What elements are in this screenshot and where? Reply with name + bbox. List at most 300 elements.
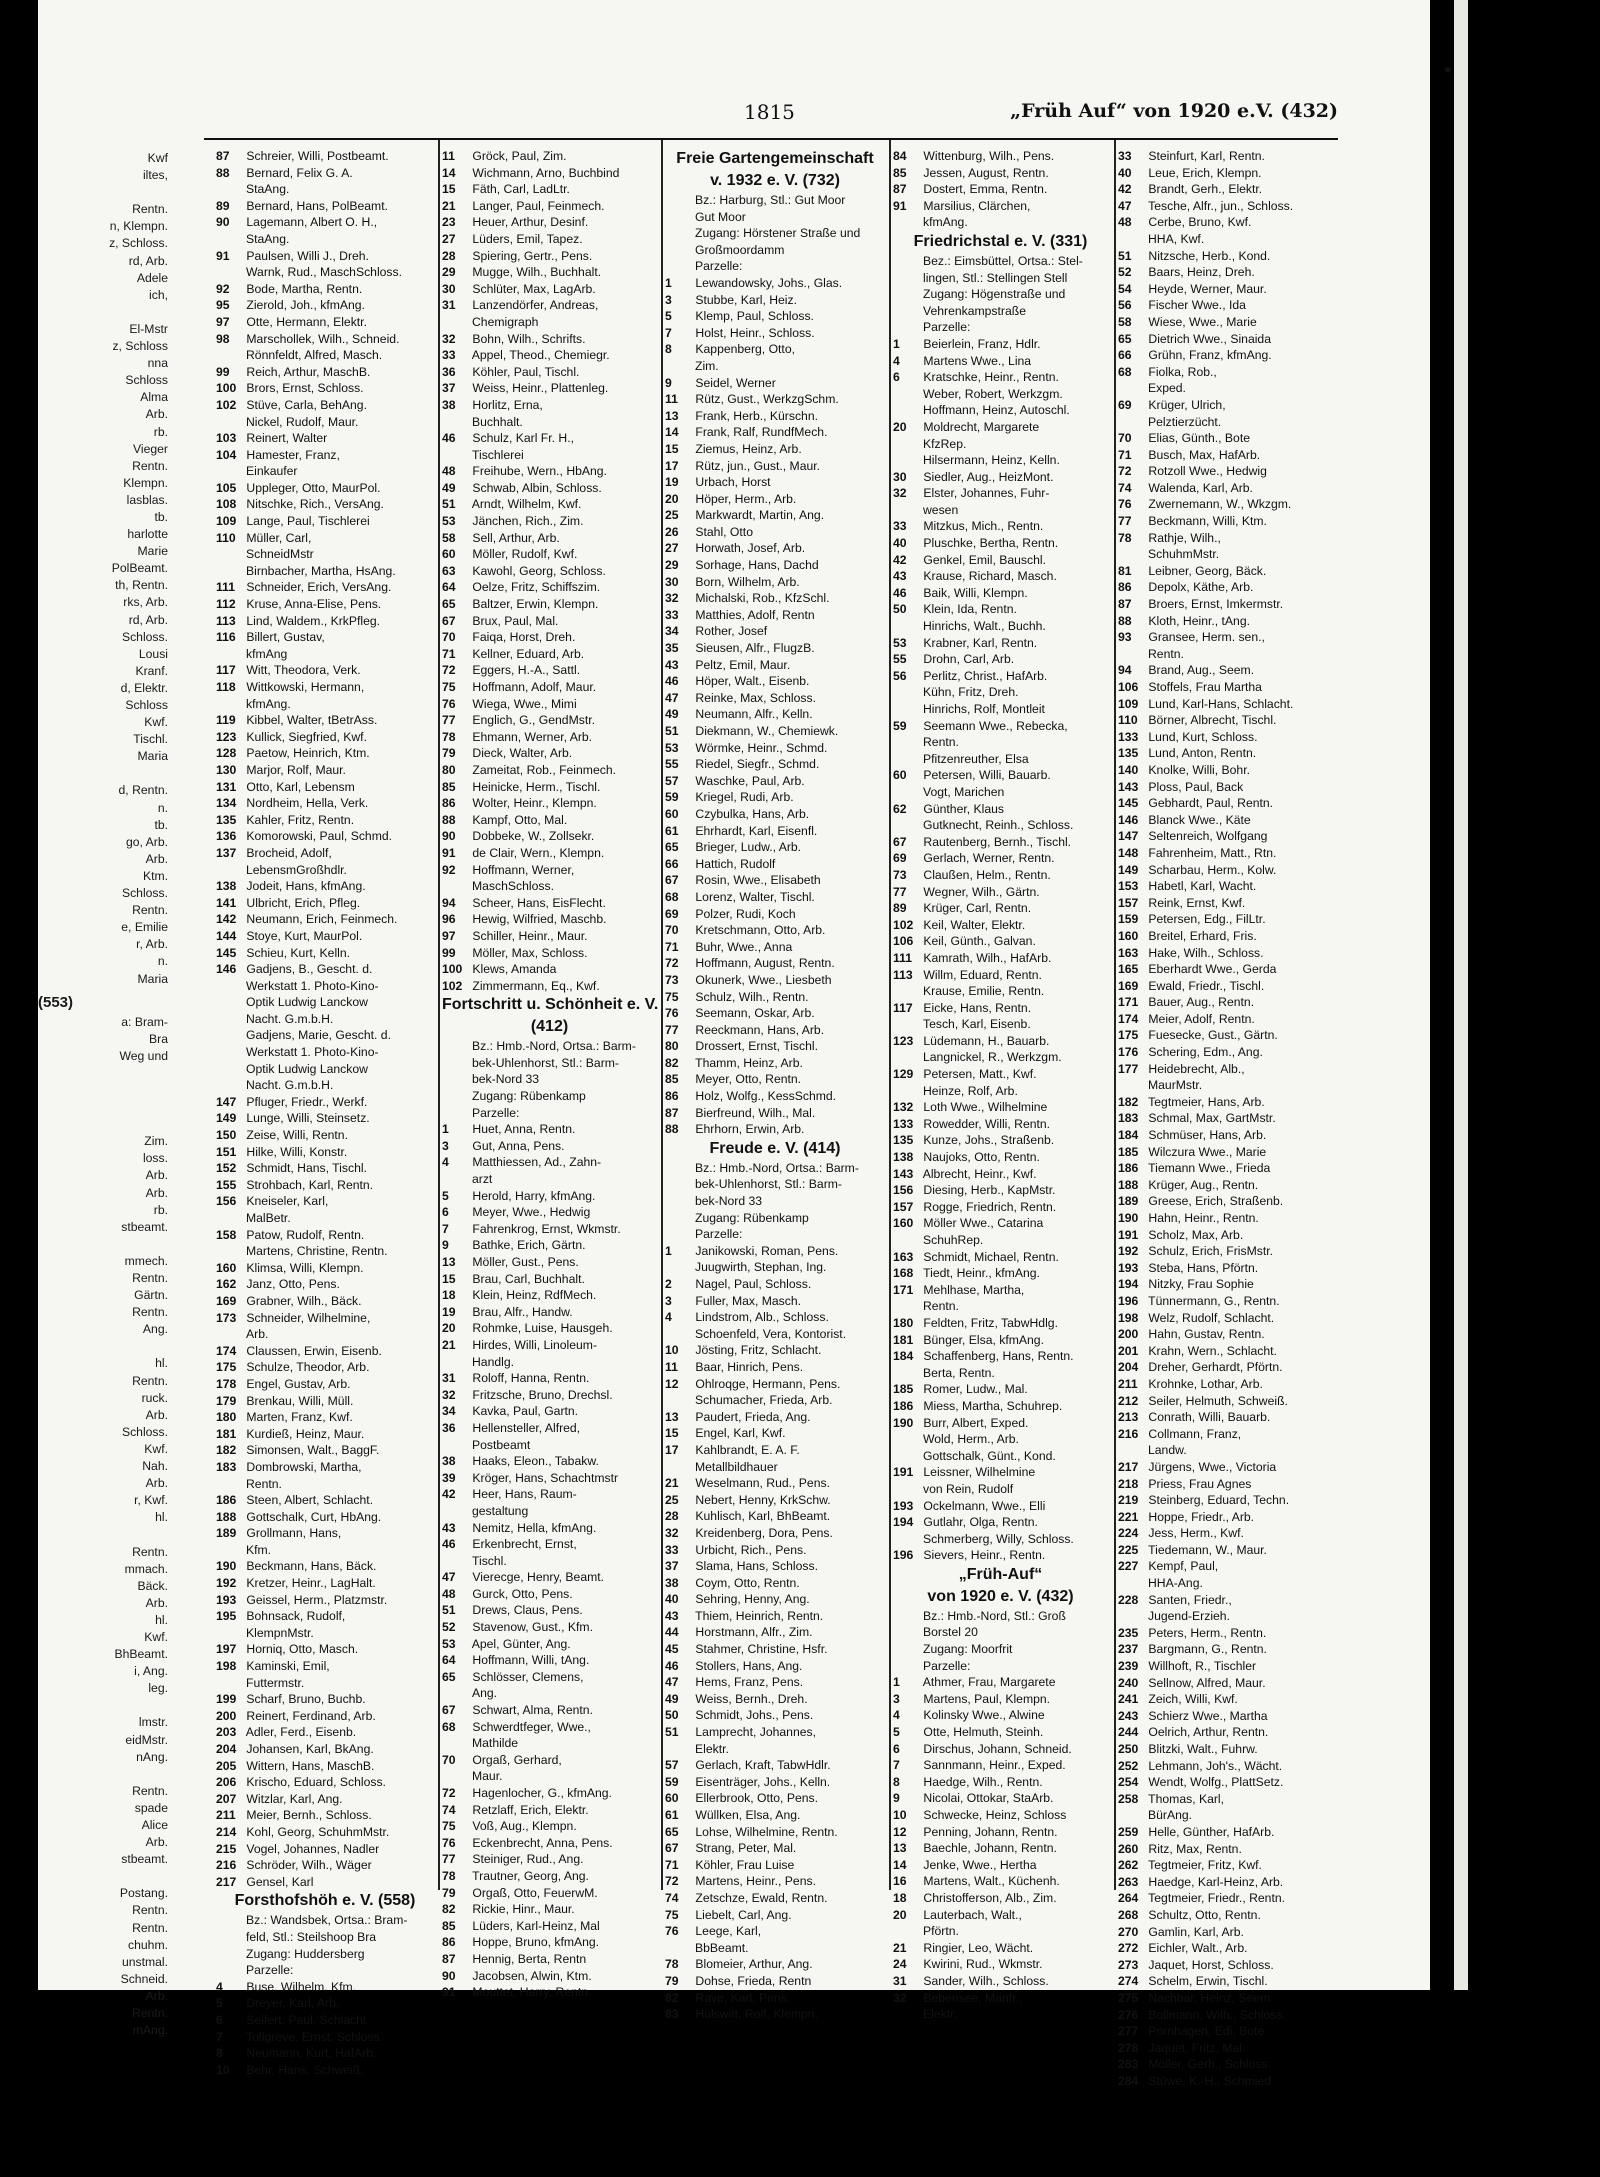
entry-text: Helle, Günther, HafArb. — [1145, 1824, 1275, 1839]
entry-text: Martens, Walt., Küchenh. — [920, 1874, 1060, 1889]
plot-number: 49 — [665, 1691, 679, 1706]
directory-entry — [893, 1790, 1108, 1807]
directory-entry — [216, 1177, 434, 1194]
plot-number: 171 — [1118, 995, 1139, 1010]
entry-text: Lange, Paul, Tischlerei — [243, 514, 370, 529]
plot-number: 76 — [442, 1835, 456, 1850]
directory-entry — [893, 1215, 1108, 1232]
directory-entry — [442, 1802, 657, 1819]
entry-text: BbBeamt. — [695, 1940, 749, 1955]
plot-number: 65 — [665, 1824, 679, 1839]
directory-entry — [893, 214, 1108, 231]
plot-number: 25 — [665, 1492, 679, 1507]
directory-entry — [216, 1127, 434, 1144]
plot-number: 53 — [442, 1636, 456, 1651]
entry-text: Vogt, Marichen — [923, 784, 1005, 799]
plot-number: 93 — [1118, 630, 1132, 645]
directory-entry — [442, 463, 657, 480]
directory-entry — [216, 1343, 434, 1360]
plot-number: 64 — [442, 580, 456, 595]
entry-text: Stollers, Hans, Ang. — [692, 1658, 803, 1673]
plot-number: 32 — [442, 1387, 456, 1402]
directory-entry — [442, 231, 657, 248]
directory-entry — [893, 469, 1108, 486]
plot-number: 185 — [893, 1382, 914, 1397]
entry-text: Einkaufer — [246, 464, 298, 479]
plot-number: 75 — [442, 1819, 456, 1834]
entry-text: Dreyer, Karl, Arb. — [243, 1996, 340, 2011]
directory-entry — [216, 1509, 434, 1526]
entry-text: Seidel, Werner — [692, 375, 776, 390]
plot-number: 70 — [1118, 431, 1132, 446]
entry-text: Peters, Herm., Rentn. — [1145, 1625, 1267, 1640]
directory-entry — [1118, 1011, 1343, 1028]
entry-text: Beierlein, Franz, Hdlr. — [920, 336, 1041, 351]
plot-number: 11 — [665, 1359, 678, 1374]
entry-text: Lewandowsky, Johs., Glas. — [692, 275, 843, 290]
strip-line: Schloss — [125, 698, 168, 712]
entry-text: Hagenlocher, G., kfmAng. — [469, 1786, 612, 1800]
entry-text: Christofferson, Alb., Zim. — [920, 1890, 1057, 1905]
directory-entry — [216, 679, 434, 696]
plot-number: 61 — [665, 823, 679, 838]
entry-text: Möller, Max, Schloss. — [469, 945, 588, 960]
entry-text: Schlüter, Max, LagArb. — [469, 281, 596, 296]
entry-text: Stubbe, Karl, Heiz. — [692, 292, 797, 307]
plot-number: 21 — [665, 1476, 679, 1491]
entry-text: Sell, Arthur, Arb. — [469, 530, 560, 545]
directory-entry — [442, 1520, 657, 1537]
plot-number: 189 — [216, 1526, 237, 1541]
plot-number: 25 — [665, 508, 679, 523]
plot-number: 4 — [442, 1155, 449, 1170]
directory-entry — [665, 773, 885, 790]
strip-line: hl. — [155, 1612, 168, 1627]
directory-entry — [1118, 1741, 1343, 1758]
directory-entry — [1118, 961, 1343, 978]
plot-number: 34 — [665, 624, 679, 639]
entry-text: Jessen, August, Rentn. — [920, 165, 1049, 180]
plot-number: 23 — [442, 215, 456, 230]
plot-number: 50 — [893, 602, 907, 617]
entry-text: Sander, Wilh., Schloss. — [920, 1973, 1049, 1988]
directory-entry — [665, 1160, 885, 1177]
plot-number: 88 — [1118, 613, 1132, 628]
directory-entry — [216, 1979, 434, 1996]
plot-number: 89 — [893, 901, 907, 916]
entry-text: lingen, Stl.: Stellingen Stell — [923, 270, 1068, 285]
entry-text: Born, Wilhelm, Arb. — [692, 574, 800, 589]
entry-text: Ulbricht, Erich, Pfleg. — [243, 895, 361, 910]
strip-line: Schloss. — [121, 1424, 168, 1439]
plot-number: 268 — [1118, 1907, 1139, 1922]
plot-number: 277 — [1118, 2024, 1139, 2039]
plot-number: 63 — [442, 563, 456, 578]
strip-line: th, Rentn. — [115, 578, 168, 593]
directory-entry — [893, 967, 1108, 984]
entry-text: Marjor, Rolf, Maur. — [243, 762, 346, 777]
entry-text: Bünger, Elsa, kfmAng. — [920, 1332, 1044, 1347]
entry-text: Rother, Josef — [692, 624, 768, 639]
directory-entry — [1118, 1459, 1343, 1476]
directory-entry — [442, 1337, 657, 1354]
entry-text: Tesche, Alfr., jun., Schloss. — [1145, 198, 1294, 213]
plot-number: 140 — [1118, 762, 1139, 777]
directory-entry — [216, 397, 434, 414]
entry-text: Depolx, Käthe, Arb. — [1145, 580, 1254, 595]
plot-number: 78 — [442, 1868, 456, 1883]
entry-text: Bauer, Aug., Rentn. — [1145, 995, 1255, 1010]
entry-text: Neumann, Alfr., Kelln. — [692, 707, 813, 722]
plot-number: 259 — [1118, 1824, 1139, 1839]
strip-line: Rentn. — [132, 1783, 168, 1798]
entry-text: Collmann, Franz, — [1145, 1426, 1242, 1441]
strip-line: rd, Arb. — [128, 612, 168, 627]
directory-entry — [893, 1514, 1108, 1531]
directory-entry — [665, 258, 885, 275]
plot-number: 37 — [442, 381, 456, 396]
entry-text: StaAng. — [246, 231, 290, 246]
directory-entry — [442, 1702, 657, 1719]
entry-text: Eisenträger, Johs., Kelln. — [692, 1774, 831, 1789]
entry-text: Tiedemann, W., Maur. — [1145, 1542, 1267, 1557]
directory-entry — [442, 347, 657, 364]
plot-number: 77 — [893, 884, 907, 899]
entry-text: Neumann, Erich, Feinmech. — [243, 912, 398, 927]
strip-line: i, Ang. — [134, 1664, 168, 1679]
directory-entry — [665, 1790, 885, 1807]
strip-line: Marie — [137, 544, 168, 559]
plot-number: 147 — [216, 1094, 237, 1109]
plot-number: 69 — [893, 851, 907, 866]
entry-text: Warnk, Rud., MaschSchloss. — [246, 265, 403, 280]
entry-text: Nickel, Rudolf, Maur. — [246, 414, 359, 429]
entry-text: Czybulka, Hans, Arb. — [692, 806, 810, 821]
entry-text: Kempf, Paul, — [1145, 1559, 1219, 1574]
directory-entry — [893, 801, 1108, 818]
entry-text: Seemann, Oskar, Arb. — [692, 1006, 815, 1021]
plot-number: 182 — [1118, 1094, 1139, 1109]
plot-number: 108 — [216, 497, 237, 512]
directory-entry — [665, 1990, 885, 2007]
entry-text: Billert, Gustav, — [243, 630, 325, 645]
directory-entry — [1118, 895, 1343, 912]
plot-number: 3 — [665, 292, 672, 307]
entry-text: Kibbel, Walter, tBetrAss. — [243, 713, 378, 728]
directory-entry — [893, 552, 1108, 569]
directory-entry — [442, 314, 657, 331]
strip-line: Kwf. — [144, 1629, 168, 1644]
directory-entry — [216, 1558, 434, 1575]
plot-number: 260 — [1118, 1841, 1139, 1856]
plot-number: 235 — [1118, 1625, 1139, 1640]
entry-text: Kolinsky Wwe., Alwine — [920, 1708, 1045, 1723]
entry-text: Eberhardt Wwe., Gerda — [1145, 962, 1277, 977]
entry-text: Marsilius, Clärchen, — [920, 198, 1031, 213]
plot-number: 186 — [1118, 1161, 1139, 1176]
entry-text: Zugang: Högenstraße und — [923, 287, 1066, 302]
entry-text: Schwecke, Heinz, Schloss — [920, 1808, 1067, 1822]
directory-entry — [893, 386, 1108, 403]
plot-number: 51 — [442, 497, 456, 512]
directory-entry — [442, 1652, 657, 1669]
directory-entry — [893, 1741, 1108, 1758]
directory-entry — [442, 1619, 657, 1636]
directory-entry — [893, 701, 1108, 718]
entry-text: Cerbe, Bruno, Kwf. — [1145, 215, 1252, 230]
directory-entry — [1118, 1426, 1343, 1443]
plot-number: 79 — [442, 1885, 456, 1900]
entry-text: Keil, Walter, Elektr. — [920, 917, 1026, 932]
directory-entry — [442, 1602, 657, 1619]
plot-number: 195 — [216, 1609, 237, 1624]
directory-entry — [665, 906, 885, 923]
directory-entry — [893, 1431, 1108, 1448]
directory-entry — [442, 1320, 657, 1337]
plot-number: 276 — [1118, 2007, 1139, 2022]
directory-entry — [216, 1077, 434, 1094]
directory-entry — [665, 922, 885, 939]
plot-number: 177 — [1118, 1061, 1139, 1076]
directory-entry — [216, 1995, 434, 2012]
entry-text: Kratschke, Heinr., Rentn. — [920, 370, 1059, 385]
strip-line: stbeamt. — [121, 1219, 168, 1234]
column-5 — [1118, 148, 1343, 2089]
entry-text: Riedel, Siegfr., Schmd. — [692, 757, 820, 772]
plot-number: 83 — [665, 2007, 679, 2022]
entry-text: Dombrowski, Martha, — [243, 1459, 362, 1474]
plot-number: 65 — [442, 1669, 456, 1684]
entry-text: Witzlar, Karl, Ang. — [243, 1791, 343, 1806]
entry-text: Dobbeke, W., Zollsekr. — [469, 829, 595, 844]
directory-entry — [1118, 264, 1343, 281]
entry-text: Polzer, Rudi, Koch — [692, 906, 796, 921]
plot-number: 9 — [893, 1791, 900, 1806]
plot-number: 62 — [893, 801, 907, 816]
directory-entry — [1118, 613, 1343, 630]
entry-text: Rave, Karl, Pens. — [692, 1990, 791, 2005]
plot-number: 217 — [216, 1874, 237, 1889]
directory-entry — [442, 1088, 657, 1105]
plot-number: 237 — [1118, 1642, 1139, 1657]
plot-number: 136 — [216, 829, 237, 844]
directory-entry — [665, 1824, 885, 1841]
entry-text: Reinert, Walter — [243, 431, 328, 446]
directory-entry — [665, 1022, 885, 1039]
plot-number: 92 — [442, 862, 456, 877]
strip-line: z, Schloss. — [109, 236, 168, 251]
plot-number: 102 — [216, 397, 237, 412]
plot-number: 252 — [1118, 1758, 1139, 1773]
directory-entry — [216, 1476, 434, 1493]
directory-entry — [1118, 414, 1343, 431]
strip-line — [38, 765, 168, 782]
strip-line: ich, — [149, 287, 168, 302]
directory-entry — [665, 1525, 885, 1542]
plot-number: 29 — [665, 558, 679, 573]
entry-text: Kavka, Paul, Gartn. — [469, 1404, 579, 1419]
entry-text: Lamprecht, Johannes, — [692, 1725, 816, 1740]
plot-number: 65 — [665, 840, 679, 855]
entry-text: Schoenfeld, Vera, Kontorist. — [695, 1326, 847, 1341]
plot-number: 64 — [442, 1653, 456, 1668]
directory-entry — [1118, 1177, 1343, 1194]
directory-entry — [893, 1498, 1108, 1515]
plot-number: 75 — [665, 989, 679, 1004]
entry-text: Mugge, Wilh., Buchhalt. — [469, 265, 602, 280]
association-heading: Forsthofshöh e. V. (558) — [234, 1892, 416, 1910]
plot-number: 65 — [442, 597, 456, 612]
plot-number: 77 — [1118, 514, 1132, 529]
plot-number: 28 — [442, 248, 456, 263]
entry-text: Bierfreund, Wilh., Mal. — [692, 1105, 816, 1120]
plot-number: 224 — [1118, 1526, 1139, 1541]
plot-number: 13 — [442, 1255, 456, 1269]
directory-entry — [442, 1984, 657, 2001]
plot-number: 200 — [1118, 1327, 1139, 1342]
entry-text: Kaminski, Emil, — [243, 1659, 330, 1674]
plot-number: 197 — [216, 1642, 237, 1657]
plot-number: 67 — [665, 1841, 679, 1856]
directory-entry — [216, 1011, 434, 1028]
plot-number: 156 — [893, 1183, 914, 1198]
plot-number: 57 — [665, 1758, 679, 1773]
entry-text: Miess, Martha, Schuhrep. — [920, 1398, 1063, 1413]
directory-entry — [1118, 828, 1343, 845]
strip-line: BhBeamt. — [114, 1647, 168, 1662]
directory-entry — [216, 480, 434, 497]
directory-entry — [1118, 1326, 1343, 1343]
directory-entry — [1118, 1542, 1343, 1559]
directory-entry — [665, 1293, 885, 1310]
entry-text: Trautner, Georg, Ang. — [469, 1868, 589, 1883]
directory-entry — [893, 767, 1108, 784]
plot-number: 89 — [216, 198, 230, 213]
directory-entry — [216, 1061, 434, 1078]
entry-text: Postbeamt — [472, 1437, 531, 1452]
directory-entry — [442, 1569, 657, 1586]
entry-text: Bez.: Eimsbüttel, Ortsa.: Stel- — [923, 253, 1083, 268]
left-page-strip — [38, 150, 168, 2039]
entry-text: Pfitzenreuther, Elsa — [923, 751, 1029, 766]
directory-entry — [893, 917, 1108, 934]
plot-number: 159 — [1118, 912, 1139, 927]
directory-entry — [442, 845, 657, 862]
plot-number: 171 — [893, 1282, 914, 1297]
entry-text: Schieu, Kurt, Kelln. — [243, 945, 351, 960]
strip-line: Kranf. — [135, 663, 168, 678]
directory-entry — [216, 1193, 434, 1210]
directory-entry — [893, 933, 1108, 950]
plot-number: 147 — [1118, 829, 1139, 844]
entry-text: Zetschze, Ewald, Rentn. — [692, 1890, 828, 1905]
entry-text: Priess, Frau Agnes — [1145, 1476, 1252, 1491]
plot-number: 155 — [216, 1177, 237, 1192]
directory-entry — [1118, 447, 1343, 464]
directory-entry — [893, 1757, 1108, 1774]
plot-number: 21 — [442, 1337, 456, 1352]
entry-text: Seiler, Helmuth, Schweiß. — [1145, 1393, 1288, 1408]
entry-text: Hoppe, Bruno, kfmAng. — [469, 1935, 600, 1950]
directory-entry — [1118, 1675, 1343, 1692]
directory-entry — [665, 839, 885, 856]
directory-entry — [665, 1309, 885, 1326]
plot-number: 7 — [442, 1221, 449, 1236]
plot-number: 149 — [1118, 862, 1139, 877]
directory-entry — [216, 297, 434, 314]
entry-text: Brux, Paul, Mal. — [469, 613, 559, 628]
directory-entry — [216, 1874, 434, 1891]
plot-number: 58 — [1118, 314, 1132, 329]
entry-text: Retzlaff, Erich, Elektr. — [469, 1802, 589, 1817]
entry-text: Zugang: Huddersberg — [246, 1946, 365, 1961]
directory-entry — [442, 1420, 657, 1437]
entry-text: Sievers, Heinr., Rentn. — [920, 1548, 1046, 1563]
strip-line: loss. — [142, 1151, 168, 1166]
plot-number: 212 — [1118, 1393, 1139, 1408]
directory-entry — [1118, 1127, 1343, 1144]
strip-line: Arb. — [145, 1835, 168, 1850]
plot-number: 133 — [1118, 729, 1139, 744]
directory-entry — [665, 1558, 885, 1575]
entry-text: Zimmermann, Eq., Kwf. — [469, 978, 600, 993]
plot-number: 7 — [893, 1758, 900, 1773]
entry-text: Brenkau, Willi, Müll. — [243, 1393, 354, 1408]
plot-number: 60 — [893, 768, 907, 783]
directory-entry — [442, 214, 657, 231]
directory-entry — [442, 1271, 657, 1288]
plot-number: 185 — [1118, 1144, 1139, 1159]
directory-entry — [442, 613, 657, 630]
strip-line: a: Bram- — [121, 1014, 168, 1029]
directory-entry — [1118, 1641, 1343, 1658]
strip-line: z, Schloss — [112, 339, 168, 354]
directory-entry — [442, 248, 657, 265]
directory-entry — [665, 1259, 885, 1276]
entry-text: Engel, Gustav, Arb. — [243, 1376, 351, 1391]
entry-text: Tünnermann, G., Rentn. — [1145, 1293, 1280, 1308]
plot-number: 79 — [442, 746, 456, 761]
directory-entry — [442, 911, 657, 928]
plot-number: 91 — [442, 845, 456, 860]
entry-text: Schultz, Otto, Rentn. — [1145, 1907, 1261, 1922]
directory-entry — [1118, 1724, 1343, 1741]
directory-entry — [665, 856, 885, 873]
plot-number: 33 — [665, 607, 679, 622]
directory-entry — [665, 690, 885, 707]
entry-text: Meier, Adolf, Rentn. — [1145, 1011, 1255, 1026]
directory-entry — [216, 1492, 434, 1509]
entry-text: Möller, Gust., Pens. — [469, 1255, 579, 1269]
strip-line: nna — [147, 356, 168, 371]
directory-entry — [1118, 530, 1343, 547]
entry-text: Kruse, Anna-Elise, Pens. — [243, 597, 382, 612]
plot-number: 186 — [893, 1398, 914, 1413]
plot-number: 86 — [442, 1935, 456, 1950]
entry-text: Kampf, Otto, Mal. — [469, 812, 568, 827]
strip-line — [38, 1526, 168, 1543]
plot-number: 243 — [1118, 1708, 1139, 1723]
plot-number: 284 — [1118, 2073, 1139, 2088]
entry-text: Greese, Erich, Straßenb. — [1145, 1194, 1284, 1209]
plot-number: 218 — [1118, 1476, 1139, 1491]
directory-entry — [665, 1575, 885, 1592]
directory-entry — [1118, 1658, 1343, 1675]
plot-number: 71 — [442, 646, 456, 661]
directory-entry — [893, 585, 1108, 602]
directory-entry — [216, 662, 434, 679]
entry-text: Albrecht, Heinr., Kwf. — [920, 1166, 1037, 1181]
